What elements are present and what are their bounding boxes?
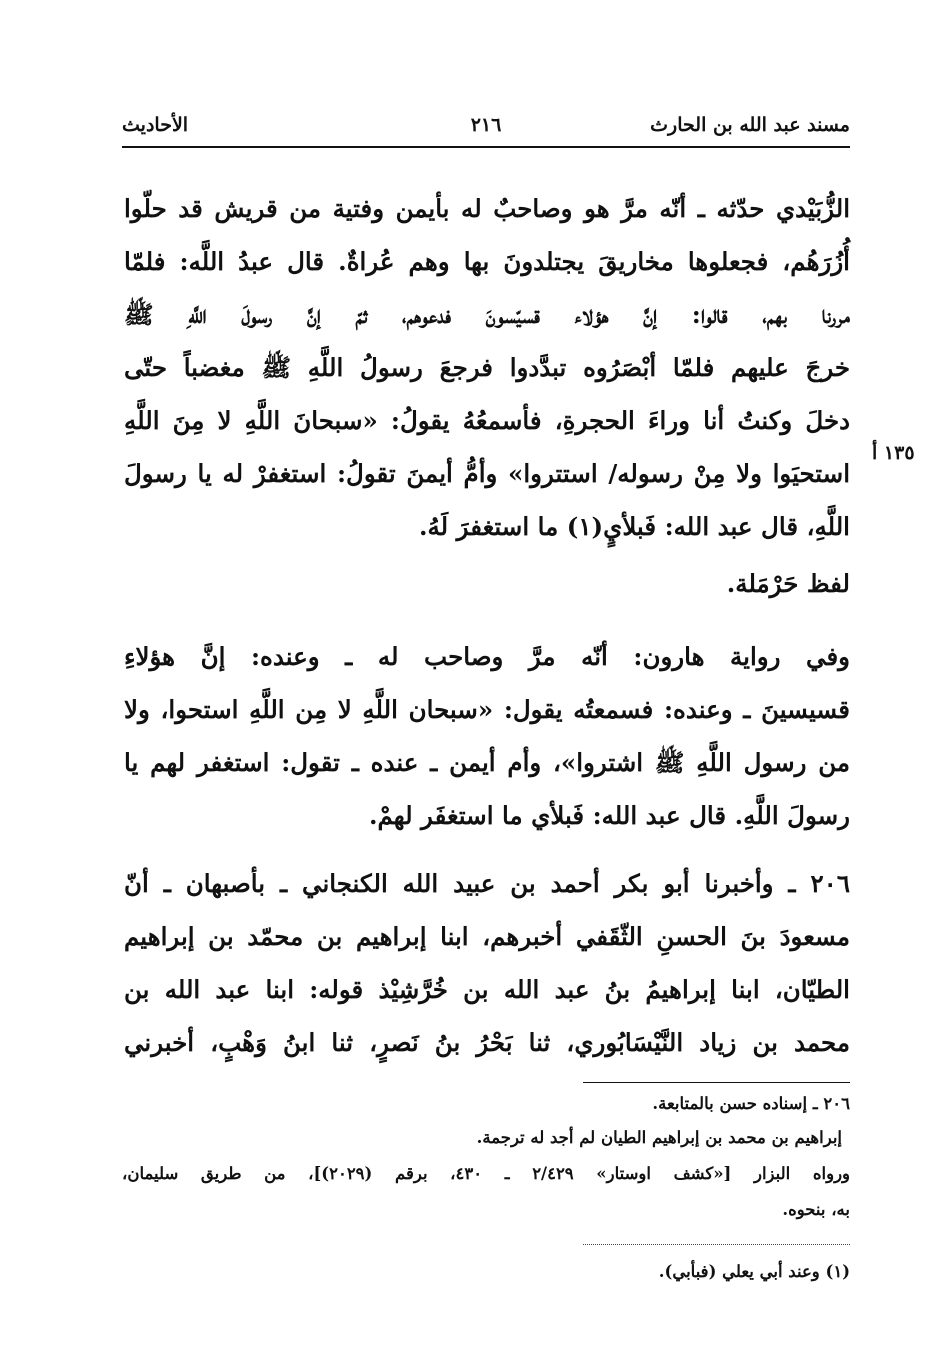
text-line: خرجَ عليهم فلمّا أبْصَرُوه تبدَّدوا فرجعَ رسولُ اللَّهِ ﷺ مغضباً حتّى — [124, 353, 850, 382]
footnote-separator-dotted — [583, 1244, 850, 1245]
footnote-separator — [583, 1082, 850, 1083]
text-line: لفظ حَرْمَلة. — [726, 569, 850, 598]
footnote-1: (١) وعند أبي يعلي (فبأبي). — [658, 1262, 850, 1281]
paragraph-hadith-206 — [124, 857, 850, 1069]
text-line: قسيسينَ ـ وعنده: فسمعتُه يقول: «سبحان اللَّهِ لا مِن اللَّهِ استحوا، ولا — [124, 695, 850, 724]
text-line: الزُّبَيْدي حدّثه ـ أنّه مرَّ هو وصاحبٌ له بأيمن وفتية من قريش قد حلّوا — [124, 194, 850, 223]
page-number: ٢١٦ — [470, 114, 502, 136]
footnote-bazzar: ورواه البزار [«كشف اوستار» ٢/٤٢٩ ـ ٤٣٠، برقم (٢٠٢٩)]، من طريق سليمان، — [122, 1164, 851, 1183]
running-header — [122, 110, 850, 148]
text-line: الطيّان، ابنا إبراهيمُ بنُ عبد الله بن خُرَّشِيْذ قوله: ابنا عبد الله بن — [124, 975, 850, 1004]
text-line: استحيَوا ولا مِنْ رسوله/ استتروا» وأمُّ أيمنَ تقولُ: استغفرْ له يا رسولَ — [124, 459, 850, 488]
text-line: وفي رواية هارون: أنّه مرَّ وصاحب له ـ وعنده: إنَّ هؤلاءِ — [124, 642, 850, 671]
header-book-title: مسند عبد الله بن الحارث — [650, 114, 850, 136]
text-line: مررنا بهم، قالوا: إنَّ هؤلاء قسيّسونَ فدعوهم، ثمّ إنَّ رسولَ اللَّهِ ﷺ — [124, 300, 850, 329]
text-line: من رسول اللَّهِ ﷺ اشتروا»، وأم أيمن ـ عنده ـ تقول: استغفر لهم يا — [124, 748, 850, 777]
text-line: اللَّهِ، قال عبد الله: فَبلأيٍ(١) ما استغفرَ لَهُ. — [419, 512, 850, 541]
footnote-bazzar-cont: به، بنحوه. — [782, 1200, 850, 1219]
header-section-title: الأحاديث — [122, 114, 189, 136]
text-line: دخلَ وكنتُ أنا وراءَ الحجرةِ، فأسمعُهُ يقولُ: «سبحانَ اللَّهِ لا مِنَ اللَّهِ — [124, 406, 850, 435]
footnote-narrator: إبراهيم بن محمد بن إبراهيم الطيان لم أجد له ترجمة. — [476, 1128, 842, 1147]
text-line: ٢٠٦ ـ وأخبرنا أبو بكر أحمد بن عبيد الله الكنجاني ـ بأصبهان ـ أنّ — [124, 869, 850, 898]
paragraph-wording-note — [124, 557, 850, 610]
text-line: مسعودَ بنَ الحسنِ الثّقَفي أخبرهم، ابنا إبراهيم بن محمّد بن إبراهيم — [124, 922, 850, 951]
paragraph-harun-narration — [124, 630, 850, 842]
paragraph-hadith-text — [124, 182, 850, 553]
text-line: رسولَ اللَّهِ. قال عبد الله: فَبلأي ما استغفَر لهمْ. — [368, 801, 850, 830]
text-line: محمد بن زياد النَّيْسَابُوري، ثنا بَحْرُ بنُ نَصرٍ، ثنا ابنُ وَهْبٍ، أخبرني — [124, 1028, 850, 1057]
footnote-206: ٢٠٦ ـ إسناده حسن بالمتابعة. — [652, 1094, 850, 1113]
text-line: أُزُرَهُم، فجعلوها مخاريقَ يجتلدونَ بها وهم عُراةٌ. قال عبدُ اللَّه: فلمّا — [124, 247, 850, 276]
manuscript-folio-marker: ١٣٥ أ — [872, 442, 915, 464]
